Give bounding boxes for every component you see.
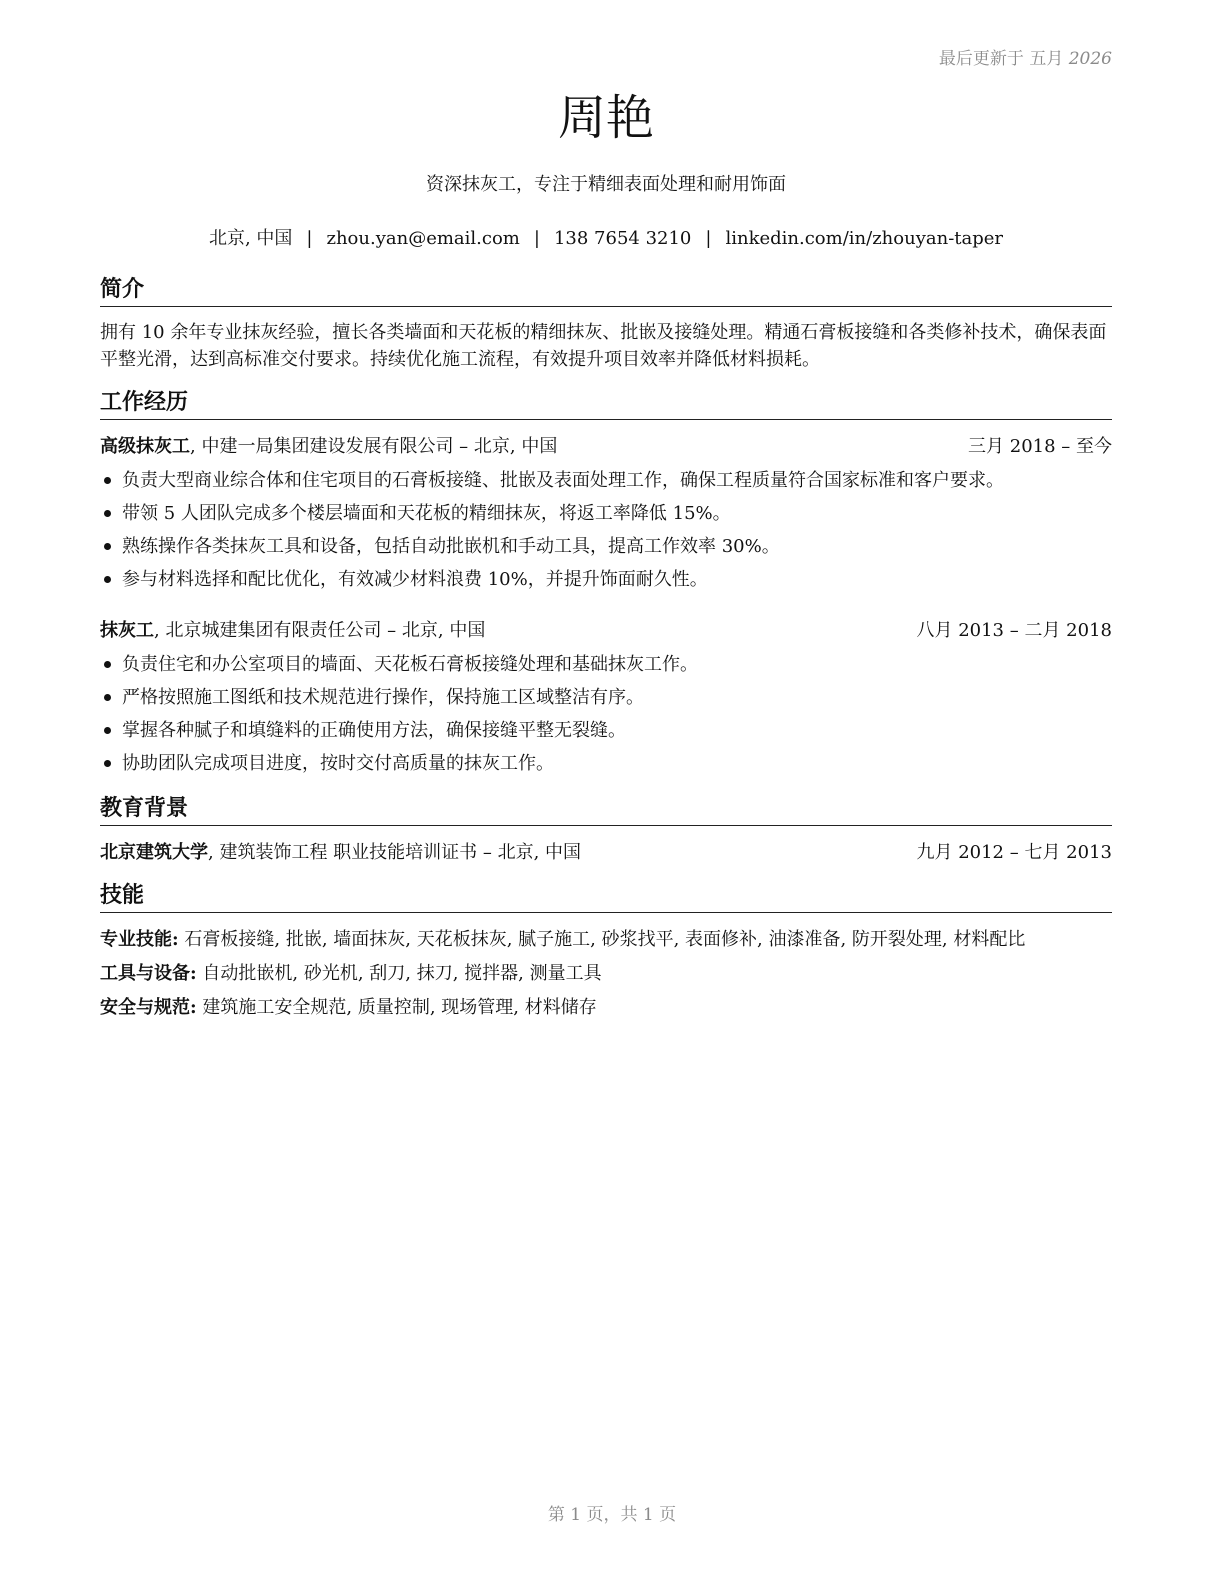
- skill-label: 专业技能:: [100, 929, 179, 950]
- job-header: [100, 618, 1112, 644]
- job-dates: 三月 2018 – 至今: [968, 436, 1112, 457]
- skill-row: [100, 923, 1112, 957]
- contact-line: [100, 224, 1112, 250]
- list-item: 严格按照施工图纸和技术规范进行操作，保持施工区域整洁有序。: [100, 681, 1112, 714]
- education-entry: [100, 840, 1112, 866]
- job-entry: [100, 434, 1112, 596]
- last-updated: [939, 44, 1112, 69]
- skills-list: [100, 923, 1112, 1025]
- education-dates: 九月 2012 – 七月 2013: [916, 842, 1112, 863]
- job-dates: 八月 2013 – 二月 2018: [916, 620, 1112, 641]
- last-updated-prefix: 最后更新于 五月: [938, 49, 1064, 69]
- list-item: 熟练操作各类抹灰工具和设备，包括自动批嵌机和手动工具，提高工作效率 30%。: [100, 530, 1112, 563]
- contact-separator: |: [705, 228, 712, 249]
- education-section: [100, 795, 1112, 866]
- skill-value: 自动批嵌机, 砂光机, 刮刀, 抹刀, 搅拌器, 测量工具: [196, 963, 602, 984]
- education-title-line: [100, 840, 581, 866]
- skill-label: 安全与规范:: [100, 997, 197, 1018]
- contact-email[interactable]: zhou.yan@email.com: [326, 228, 520, 249]
- list-item: 参与材料选择和配比优化，有效减少材料浪费 10%，并提升饰面耐久性。: [100, 563, 1112, 596]
- education-school: 北京建筑大学: [100, 842, 208, 863]
- page-footer: 第 1 页，共 1 页: [547, 1505, 677, 1525]
- job-role: 高级抹灰工: [100, 436, 190, 457]
- job-title-line: [100, 618, 485, 644]
- contact-separator: |: [306, 228, 313, 249]
- job-entry: [100, 618, 1112, 780]
- job-bullets: [100, 464, 1112, 596]
- list-item: 负责住宅和办公室项目的墙面、天花板石膏板接缝处理和基础抹灰工作。: [100, 648, 1112, 681]
- headline: 资深抹灰工，专注于精细表面处理和耐用饰面: [426, 174, 786, 195]
- contact-separator: |: [533, 228, 540, 249]
- summary-section: [100, 276, 1112, 373]
- list-item: 掌握各种腻子和填缝料的正确使用方法，确保接缝平整无裂缝。: [100, 714, 1112, 747]
- skills-section: [100, 882, 1112, 1025]
- list-item: 负责大型商业综合体和住宅项目的石膏板接缝、批嵌及表面处理工作，确保工程质量符合国家标准和客户要求。: [100, 464, 1112, 497]
- contact-location: 北京, 中国: [208, 228, 293, 249]
- summary-text: 拥有 10 余年专业抹灰经验，擅长各类墙面和天花板的精细抹灰、批嵌及接缝处理。精通石膏板接缝和各类修补技术，确保表面平整光滑，达到高标准交付要求。持续优化施工流程，有效提升项目效率并降低材料损耗。: [100, 322, 1107, 370]
- section-title-summary: 简介: [100, 276, 1112, 307]
- contact-phone: 138 7654 3210: [553, 228, 692, 249]
- skill-value: 建筑施工安全规范, 质量控制, 现场管理, 材料储存: [196, 997, 597, 1018]
- section-title-education: 教育背景: [100, 795, 1112, 826]
- candidate-name: 周艳: [557, 90, 654, 146]
- list-item: 协助团队完成项目进度，按时交付高质量的抹灰工作。: [100, 747, 1112, 780]
- skill-label: 工具与设备:: [100, 963, 197, 984]
- section-title-skills: 技能: [100, 882, 1112, 913]
- job-header: [100, 434, 1112, 460]
- education-detail: , 建筑装饰工程 职业技能培训证书 – 北京, 中国: [208, 842, 582, 863]
- skill-row: [100, 957, 1112, 991]
- skill-value: 石膏板接缝, 批嵌, 墙面抹灰, 天花板抹灰, 腻子施工, 砂浆找平, 表面修补, 油漆准备, 防开裂处理, 材料配比: [178, 929, 1026, 950]
- job-title-line: [100, 434, 557, 460]
- job-bullets: [100, 648, 1112, 780]
- job-org: , 北京城建集团有限责任公司 – 北京, 中国: [154, 620, 486, 641]
- job-role: 抹灰工: [100, 620, 154, 641]
- last-updated-year: 2026: [1068, 49, 1112, 69]
- list-item: 带领 5 人团队完成多个楼层墙面和天花板的精细抹灰，将返工率降低 15%。: [100, 497, 1112, 530]
- skill-row: [100, 991, 1112, 1025]
- resume-page: [100, 0, 1112, 1584]
- section-title-experience: 工作经历: [100, 389, 1112, 420]
- contact-linkedin[interactable]: linkedin.com/in/zhouyan-taper: [725, 228, 1004, 249]
- experience-section: [100, 389, 1112, 780]
- job-org: , 中建一局集团建设发展有限公司 – 北京, 中国: [190, 436, 558, 457]
